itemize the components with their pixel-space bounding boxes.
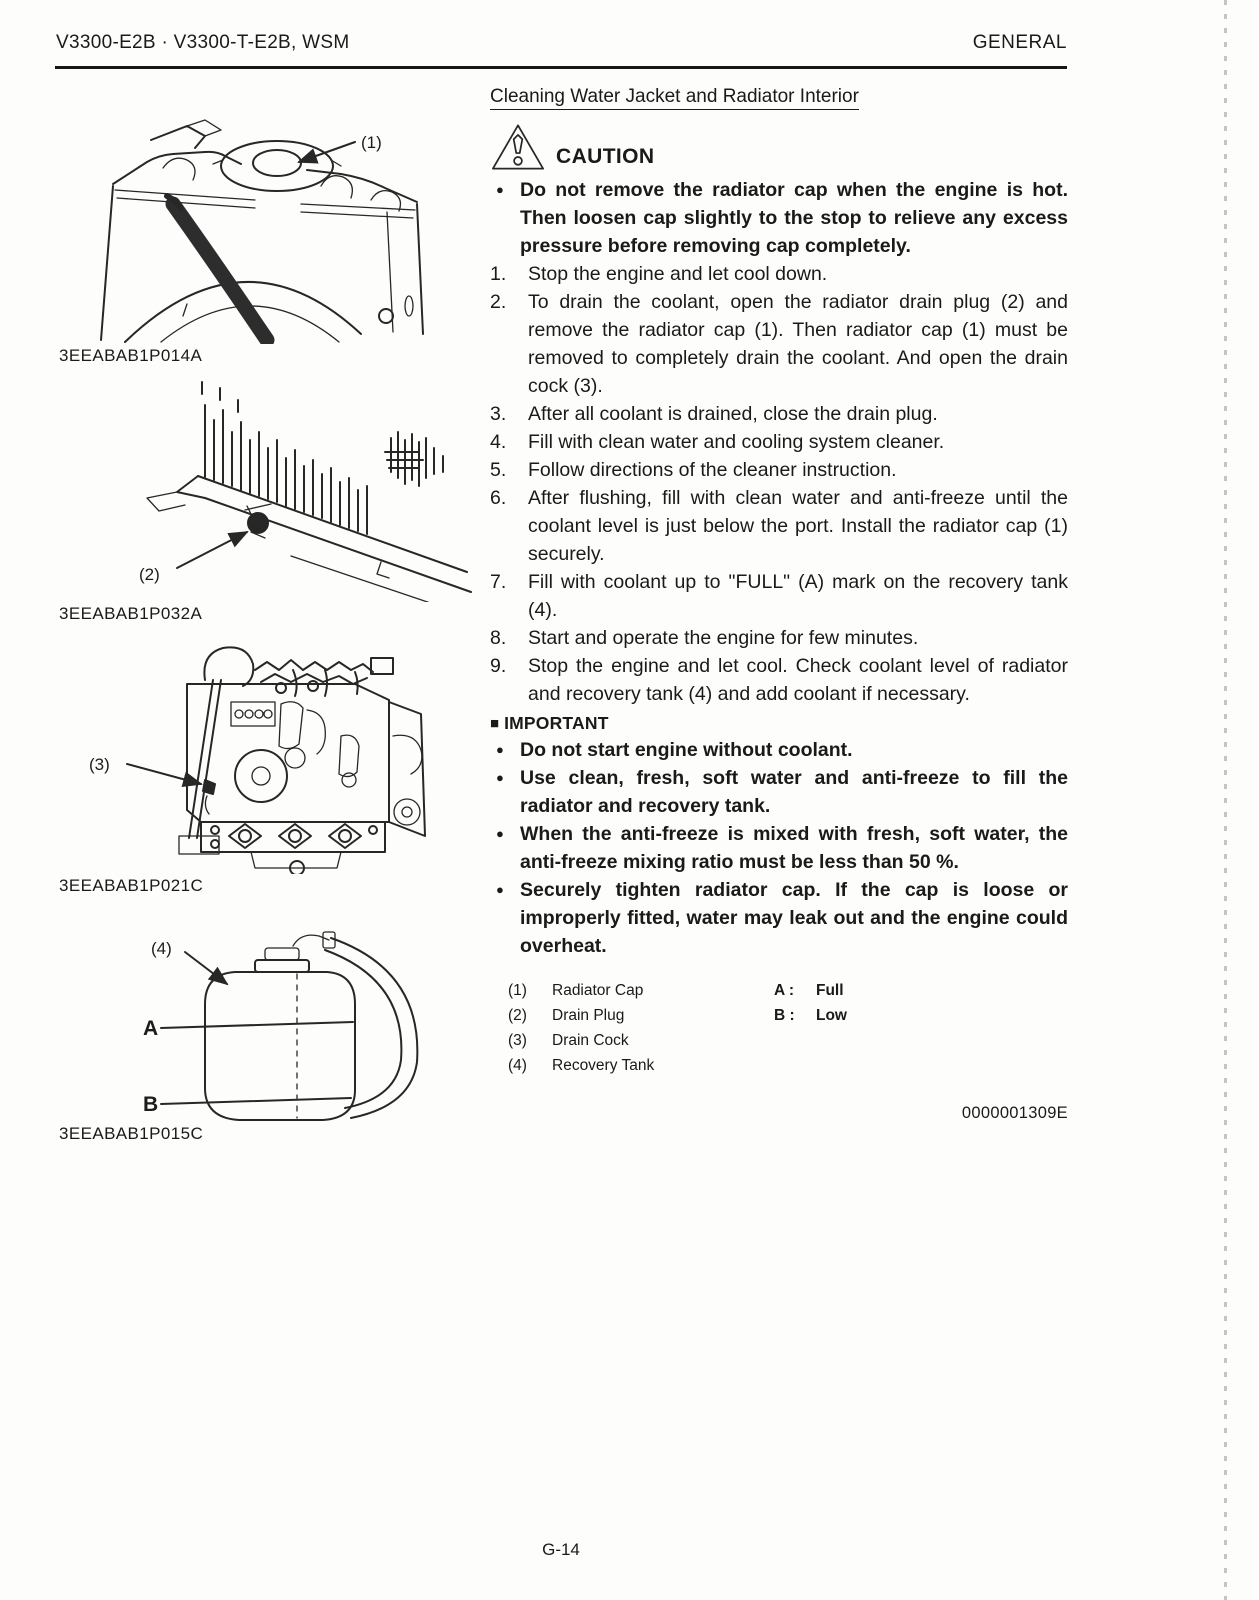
figure-drain-plug [55,380,480,624]
step-item: 4. Fill with clean water and cooling system cleaner. [490,431,945,453]
figure-caption: 3EEABAB1P032A [59,604,203,623]
engine-drawing [55,640,480,874]
figure-caption: 3EEABAB1P021C [59,876,204,895]
bullet-icon: ● [496,770,504,785]
caution-label: CAUTION [556,145,655,168]
square-icon: ■ [490,715,500,732]
step-item: 8. Start and operate the engine for few minutes. [490,627,919,649]
recovery-tank-drawing [55,912,480,1122]
text-column [490,86,1068,1123]
figure-radiator-cap [55,108,480,366]
scan-artifact-edge [1224,0,1227,1600]
important-item: ● Use clean, fresh, soft water and anti-freeze to fill the radiator and recovery tank. [490,764,1068,820]
step-item: 6. After flushing, fill with clean water and anti-freeze until the coolant level is just below the port. Install the radiator cap (1) securely. [490,487,1068,565]
parts-legend [508,978,1068,1078]
header-chapter: GENERAL [972,32,1067,53]
document-code: 0000001309E [961,1104,1068,1122]
legend-items [508,978,766,1078]
step-item: 2. To drain the coolant, open the radiator drain plug (2) and remove the radiator cap (1). Then radiator cap (1) must be removed to completely drain the coolant. And open the drain cock (3). [490,291,1068,397]
callout-3: (3) [89,755,110,774]
drain-plug-drawing [55,380,480,602]
figure-drain-cock [55,640,480,896]
legend-item: (3) Drain Cock [508,1032,629,1049]
mark-a-label: A [143,1017,159,1040]
section-title: Cleaning Water Jacket and Radiator Interior [490,86,1068,108]
caution-header [492,124,1068,170]
legend-item: (2) Drain Plug [508,1007,625,1024]
legend-marks [766,978,847,1078]
bullet-icon: ● [496,182,504,197]
legend-item: (1) Radiator Cap [508,982,644,999]
bullet-icon: ● [496,882,504,897]
figure-recovery-tank [55,912,480,1144]
callout-4: (4) [151,939,172,958]
important-item: ● When the anti-freeze is mixed with fresh, soft water, the anti-freeze mixing ratio must be less than 50 %. [490,820,1068,876]
bullet-icon: ● [496,742,504,757]
step-item: 1. Stop the engine and let cool down. [490,263,828,285]
step-item: 3. After all coolant is drained, close the drain plug. [490,403,938,425]
figure-caption: 3EEABAB1P015C [59,1124,204,1143]
legend-mark: A : Full [774,982,844,999]
callout-2: (2) [139,565,160,584]
header-rule [55,66,1067,69]
important-item: ● Securely tighten radiator cap. If the cap is loose or improperly fitted, water may leak out and the engine could overheat. [490,876,1068,960]
important-label: IMPORTANT [504,713,609,733]
step-item: 9. Stop the engine and let cool. Check coolant level of radiator and recovery tank (4) and add coolant if necessary. [490,655,1068,705]
radiator-cap-drawing [55,108,480,344]
figure-caption: 3EEABAB1P014A [59,346,203,365]
important-item: ● Do not start engine without coolant. [490,736,1068,764]
legend-mark: B : Low [774,1007,847,1024]
bullet-icon: ● [496,826,504,841]
callout-1: (1) [361,133,382,152]
header-model-codes: V3300-E2B · V3300-T-E2B, WSM [56,32,350,53]
caution-item: ● Do not remove the radiator cap when the engine is hot. Then loosen cap slightly to the stop to relieve any excess pressure before removing cap completely. [490,176,1068,260]
page-number: G-14 [542,1540,580,1559]
important-header [490,713,1068,734]
mark-b-label: B [143,1093,159,1116]
legend-item: (4) Recovery Tank [508,1057,655,1074]
warning-triangle-icon [492,124,544,170]
figure-column [55,108,480,1144]
step-item: 7. Fill with coolant up to "FULL" (A) mark on the recovery tank (4). [490,571,1068,621]
step-item: 5. Follow directions of the cleaner instruction. [490,459,897,481]
